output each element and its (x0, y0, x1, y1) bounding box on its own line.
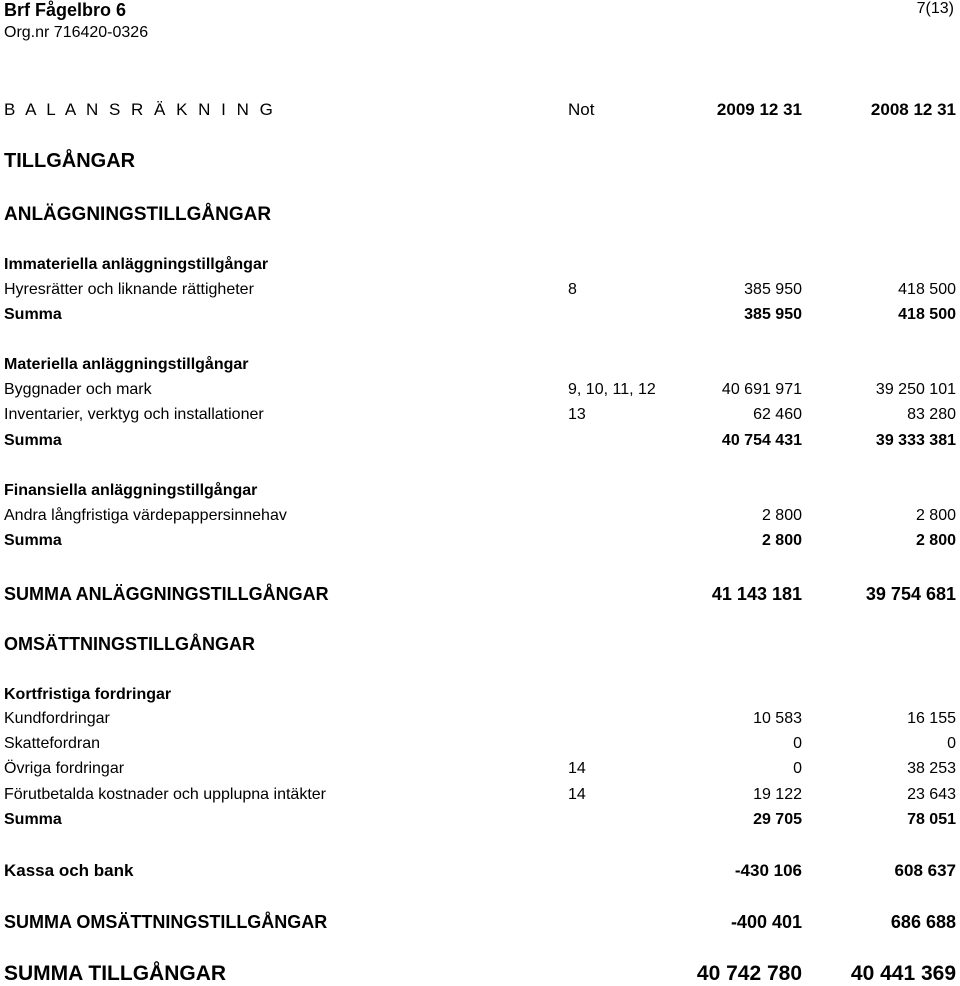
row-value-2008: 40 441 369 (850, 962, 956, 985)
row-label: Kassa och bank (4, 861, 134, 880)
row-value-2008: 83 280 (907, 406, 956, 423)
row-value-2009: 385 950 (744, 306, 802, 323)
row-label: Summa (4, 811, 62, 828)
year-2008-column-header: 2008 12 31 (870, 100, 956, 119)
table-row (0, 406, 960, 428)
fixed-assets-heading: ANLÄGGNINGSTILLGÅNGAR (4, 204, 272, 225)
row-label: Skattefordran (4, 735, 101, 752)
subtotal-row (0, 532, 960, 554)
row-value-2008: 23 643 (907, 786, 956, 803)
row-label: SUMMA TILLGÅNGAR (4, 962, 227, 985)
row-value-2008: 78 051 (907, 811, 956, 828)
row-label: Byggnader och mark (4, 381, 152, 398)
year-2009-column-header: 2009 12 31 (716, 100, 802, 119)
row-value-2008: 686 688 (890, 912, 956, 932)
row-value-2009: 19 122 (753, 786, 802, 803)
note-column-header: Not (568, 100, 595, 119)
row-value-2009: 29 705 (753, 811, 802, 828)
table-row (0, 786, 960, 808)
subtotal-row (0, 306, 960, 328)
row-value-2008: 418 500 (898, 306, 956, 323)
organization-number: Org.nr 716420-0326 (4, 24, 149, 41)
table-row (0, 281, 960, 303)
table-row (0, 710, 960, 732)
row-label: Andra långfristiga värdepappersinnehav (4, 507, 287, 524)
short-term-receivables-heading (0, 686, 960, 708)
total-assets-row (0, 962, 960, 984)
row-label: Övriga fordringar (4, 760, 125, 777)
row-note: 14 (568, 760, 586, 777)
row-value-2009: 385 950 (744, 281, 802, 298)
row-value-2009: 2 800 (761, 532, 802, 549)
section-title: Materiella anläggningstillgångar (4, 356, 249, 373)
table-row (0, 507, 960, 529)
row-value-2009: 40 742 780 (696, 962, 802, 985)
row-value-2008: 39 250 101 (875, 381, 956, 398)
table-row (0, 760, 960, 782)
row-note: 13 (568, 406, 586, 423)
row-value-2008: 608 637 (894, 861, 956, 880)
total-current-assets-row (0, 912, 960, 934)
row-value-2008: 418 500 (898, 281, 956, 298)
row-value-2008: 38 253 (907, 760, 956, 777)
row-value-2008: 0 (947, 735, 956, 752)
row-value-2009: 10 583 (753, 710, 802, 727)
row-label: Förutbetalda kostnader och upplupna intäkter (4, 786, 326, 803)
total-fixed-assets-row (0, 584, 960, 606)
row-label: Inventarier, verktyg och installationer (4, 406, 264, 423)
subtotal-row (0, 811, 960, 833)
organization-name: Brf Fågelbro 6 (4, 0, 127, 20)
section-title: Kortfristiga fordringar (4, 686, 172, 703)
row-value-2009: 41 143 181 (711, 584, 802, 604)
row-note: 14 (568, 786, 586, 803)
row-value-2009: 0 (793, 735, 802, 752)
section-title: Immateriella anläggningstillgångar (4, 256, 269, 273)
row-label: SUMMA ANLÄGGNINGSTILLGÅNGAR (4, 584, 329, 604)
row-label: Summa (4, 432, 62, 449)
row-note: 8 (568, 281, 577, 298)
row-label: SUMMA OMSÄTTNINGSTILLGÅNGAR (4, 912, 328, 932)
row-value-2009: 2 800 (761, 507, 802, 524)
current-assets-heading: OMSÄTTNINGSTILLGÅNGAR (4, 634, 255, 654)
balance-sheet-title-row (0, 100, 960, 124)
table-row (0, 381, 960, 403)
financial-assets-heading (0, 482, 960, 504)
row-value-2008: 16 155 (907, 710, 956, 727)
assets-heading: TILLGÅNGAR (4, 150, 136, 172)
row-value-2008: 2 800 (915, 532, 956, 549)
row-value-2008: 39 754 681 (865, 584, 956, 604)
row-value-2008: 39 333 381 (875, 432, 956, 449)
tangible-assets-heading (0, 356, 960, 378)
row-note: 9, 10, 11, 12 (568, 381, 656, 398)
row-value-2009: 62 460 (753, 406, 802, 423)
row-value-2009: 0 (793, 760, 802, 777)
row-label: Summa (4, 306, 62, 323)
balance-sheet-title: B A L A N S R Ä K N I N G (4, 100, 276, 119)
row-label: Kundfordringar (4, 710, 110, 727)
table-row (0, 735, 960, 757)
cash-and-bank-row (0, 861, 960, 883)
intangible-assets-heading (0, 256, 960, 278)
row-label: Summa (4, 532, 62, 549)
page-header (0, 0, 960, 48)
page-number: 7(13) (916, 0, 954, 17)
row-label: Hyresrätter och liknande rättigheter (4, 281, 254, 298)
row-value-2009: -430 106 (734, 861, 802, 880)
section-title: Finansiella anläggningstillgångar (4, 482, 258, 499)
row-value-2009: 40 754 431 (721, 432, 802, 449)
row-value-2009: -400 401 (730, 912, 802, 932)
subtotal-row (0, 432, 960, 454)
row-value-2009: 40 691 971 (721, 381, 802, 398)
row-value-2008: 2 800 (915, 507, 956, 524)
